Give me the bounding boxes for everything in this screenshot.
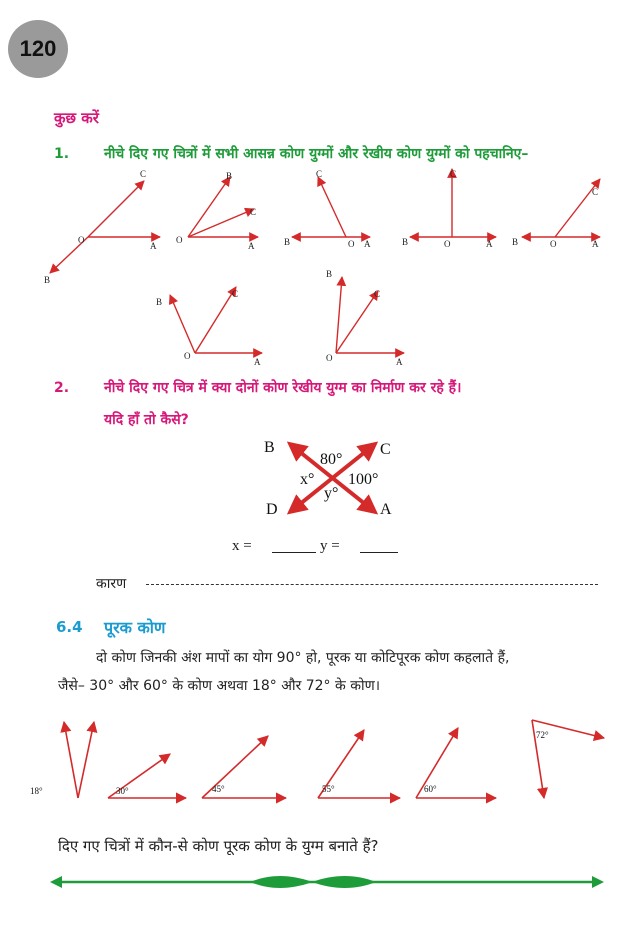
angle-label-30: 30° xyxy=(116,786,129,796)
fig2-label-B: B xyxy=(264,439,275,456)
label-A: A xyxy=(248,241,255,251)
label-A: A xyxy=(254,357,261,367)
label-O: O xyxy=(78,235,85,245)
question-1-figures xyxy=(40,165,620,375)
fig2-label-C: C xyxy=(380,441,391,458)
angle-label-18: 18° xyxy=(30,786,43,796)
label-B: B xyxy=(402,237,409,247)
angle-label-72: 72° xyxy=(536,730,549,740)
answer-y-label: y = xyxy=(320,538,340,554)
question-2-line-2: यदि हाँ तो कैसे? xyxy=(104,412,189,428)
section-number: 6.4 xyxy=(56,618,83,636)
label-B: B xyxy=(326,269,333,279)
label-B: B xyxy=(44,275,51,285)
fig2-angle-x: x° xyxy=(300,471,315,488)
reason-answer-line[interactable] xyxy=(146,584,598,585)
label-B: B xyxy=(284,237,291,247)
label-C: C xyxy=(316,169,323,179)
label-B: B xyxy=(512,237,519,247)
page-number-badge: 120 xyxy=(8,20,68,78)
intersecting-lines-figure xyxy=(250,432,410,524)
label-B: B xyxy=(226,171,233,181)
label-C: C xyxy=(232,289,239,299)
label-C: C xyxy=(250,207,257,217)
label-A: A xyxy=(396,357,403,367)
label-O: O xyxy=(550,239,557,249)
angle-label-55: 55° xyxy=(322,784,335,794)
section-title: पूरक कोण xyxy=(104,618,166,637)
definition-paragraph-line-1: दो कोण जिनकी अंश मापों का योग 90° हो, पूरक या कोटिपूरक कोण कहलाते हैं, xyxy=(96,650,510,666)
label-B: B xyxy=(156,297,163,307)
angle-label-60: 60° xyxy=(424,784,437,794)
label-C: C xyxy=(140,169,147,179)
label-O: O xyxy=(184,351,191,361)
question-2-number: 2. xyxy=(54,380,70,396)
label-C: C xyxy=(374,289,381,299)
fig2-label-A: A xyxy=(380,501,392,518)
question-1-number: 1. xyxy=(54,146,70,162)
fig2-angle-100: 100° xyxy=(348,471,379,488)
answer-x-blank[interactable] xyxy=(272,552,316,553)
label-O: O xyxy=(326,353,333,363)
label-A: A xyxy=(150,241,157,251)
label-O: O xyxy=(348,239,355,249)
label-C: C xyxy=(450,169,457,179)
decorative-divider xyxy=(50,870,604,894)
question-2-line-1: नीचे दिए गए चित्र में क्या दोनों कोण रेखीय युग्म का निर्माण कर रहे हैं। xyxy=(104,380,462,396)
label-O: O xyxy=(176,235,183,245)
label-A: A xyxy=(364,239,371,249)
answer-x-label: x = xyxy=(232,538,252,554)
definition-paragraph-line-2: जैसे– 30° और 60° के कोण अथवा 18° और 72° के कोण। xyxy=(58,678,381,694)
final-question: दिए गए चित्रों में कौन-से कोण पूरक कोण के युग्म बनाते हैं? xyxy=(58,837,379,855)
fig2-label-D: D xyxy=(266,501,278,518)
label-A: A xyxy=(592,239,599,249)
fig2-angle-80: 80° xyxy=(320,451,343,468)
answer-y-blank[interactable] xyxy=(360,552,398,553)
label-C: C xyxy=(592,187,599,197)
reason-label: कारण xyxy=(96,576,127,592)
complementary-angle-figures xyxy=(30,710,620,814)
label-O: O xyxy=(444,239,451,249)
angle-label-45: 45° xyxy=(212,784,225,794)
question-1-text: नीचे दिए गए चित्रों में सभी आसन्न कोण युग्मों और रेखीय कोण युग्मों को पहचानिए– xyxy=(104,146,529,162)
fig2-angle-y: y° xyxy=(324,485,339,502)
section-heading-activity: कुछ करें xyxy=(54,109,99,127)
label-A: A xyxy=(486,239,493,249)
